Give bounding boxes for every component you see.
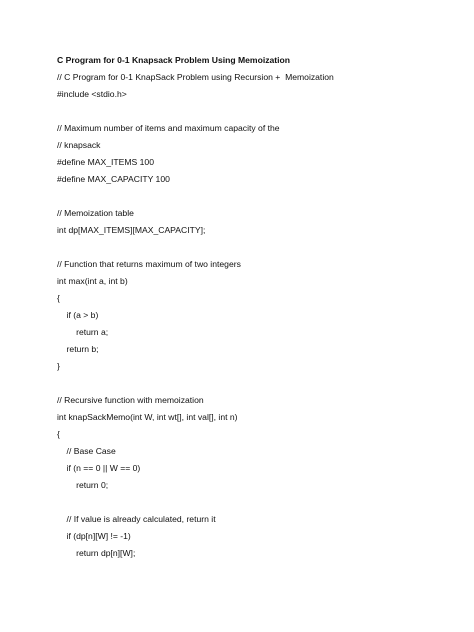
- code-line: return dp[n][W];: [57, 548, 136, 558]
- code-line: // If value is already calculated, return it: [57, 514, 216, 524]
- code-line: // Maximum number of items and maximum capacity of the: [57, 123, 280, 133]
- code-line: #define MAX_CAPACITY 100: [57, 174, 170, 184]
- code-line: return b;: [57, 344, 99, 354]
- code-line: #define MAX_ITEMS 100: [57, 157, 154, 167]
- code-line: // Memoization table: [57, 208, 134, 218]
- code-line: // Recursive function with memoization: [57, 395, 204, 405]
- code-line: int knapSackMemo(int W, int wt[], int val[], int n): [57, 412, 238, 422]
- code-line: int dp[MAX_ITEMS][MAX_CAPACITY];: [57, 225, 206, 235]
- code-line: }: [57, 361, 60, 371]
- code-line: if (n == 0 || W == 0): [57, 463, 141, 473]
- code-line: int max(int a, int b): [57, 276, 128, 286]
- code-line: {: [57, 429, 60, 439]
- code-line: return a;: [57, 327, 109, 337]
- code-line: if (dp[n][W] != -1): [57, 531, 131, 541]
- code-line: // Function that returns maximum of two integers: [57, 259, 241, 269]
- document-title: C Program for 0-1 Knapsack Problem Using Memoization: [57, 55, 291, 65]
- code-line: #include <stdio.h>: [57, 89, 127, 99]
- code-line: {: [57, 293, 60, 303]
- code-line: if (a > b): [57, 310, 99, 320]
- code-line: // C Program for 0-1 KnapSack Problem using Recursion + Memoization: [57, 72, 334, 82]
- code-line: // knapsack: [57, 140, 101, 150]
- code-line: // Base Case: [57, 446, 116, 456]
- code-line: return 0;: [57, 480, 109, 490]
